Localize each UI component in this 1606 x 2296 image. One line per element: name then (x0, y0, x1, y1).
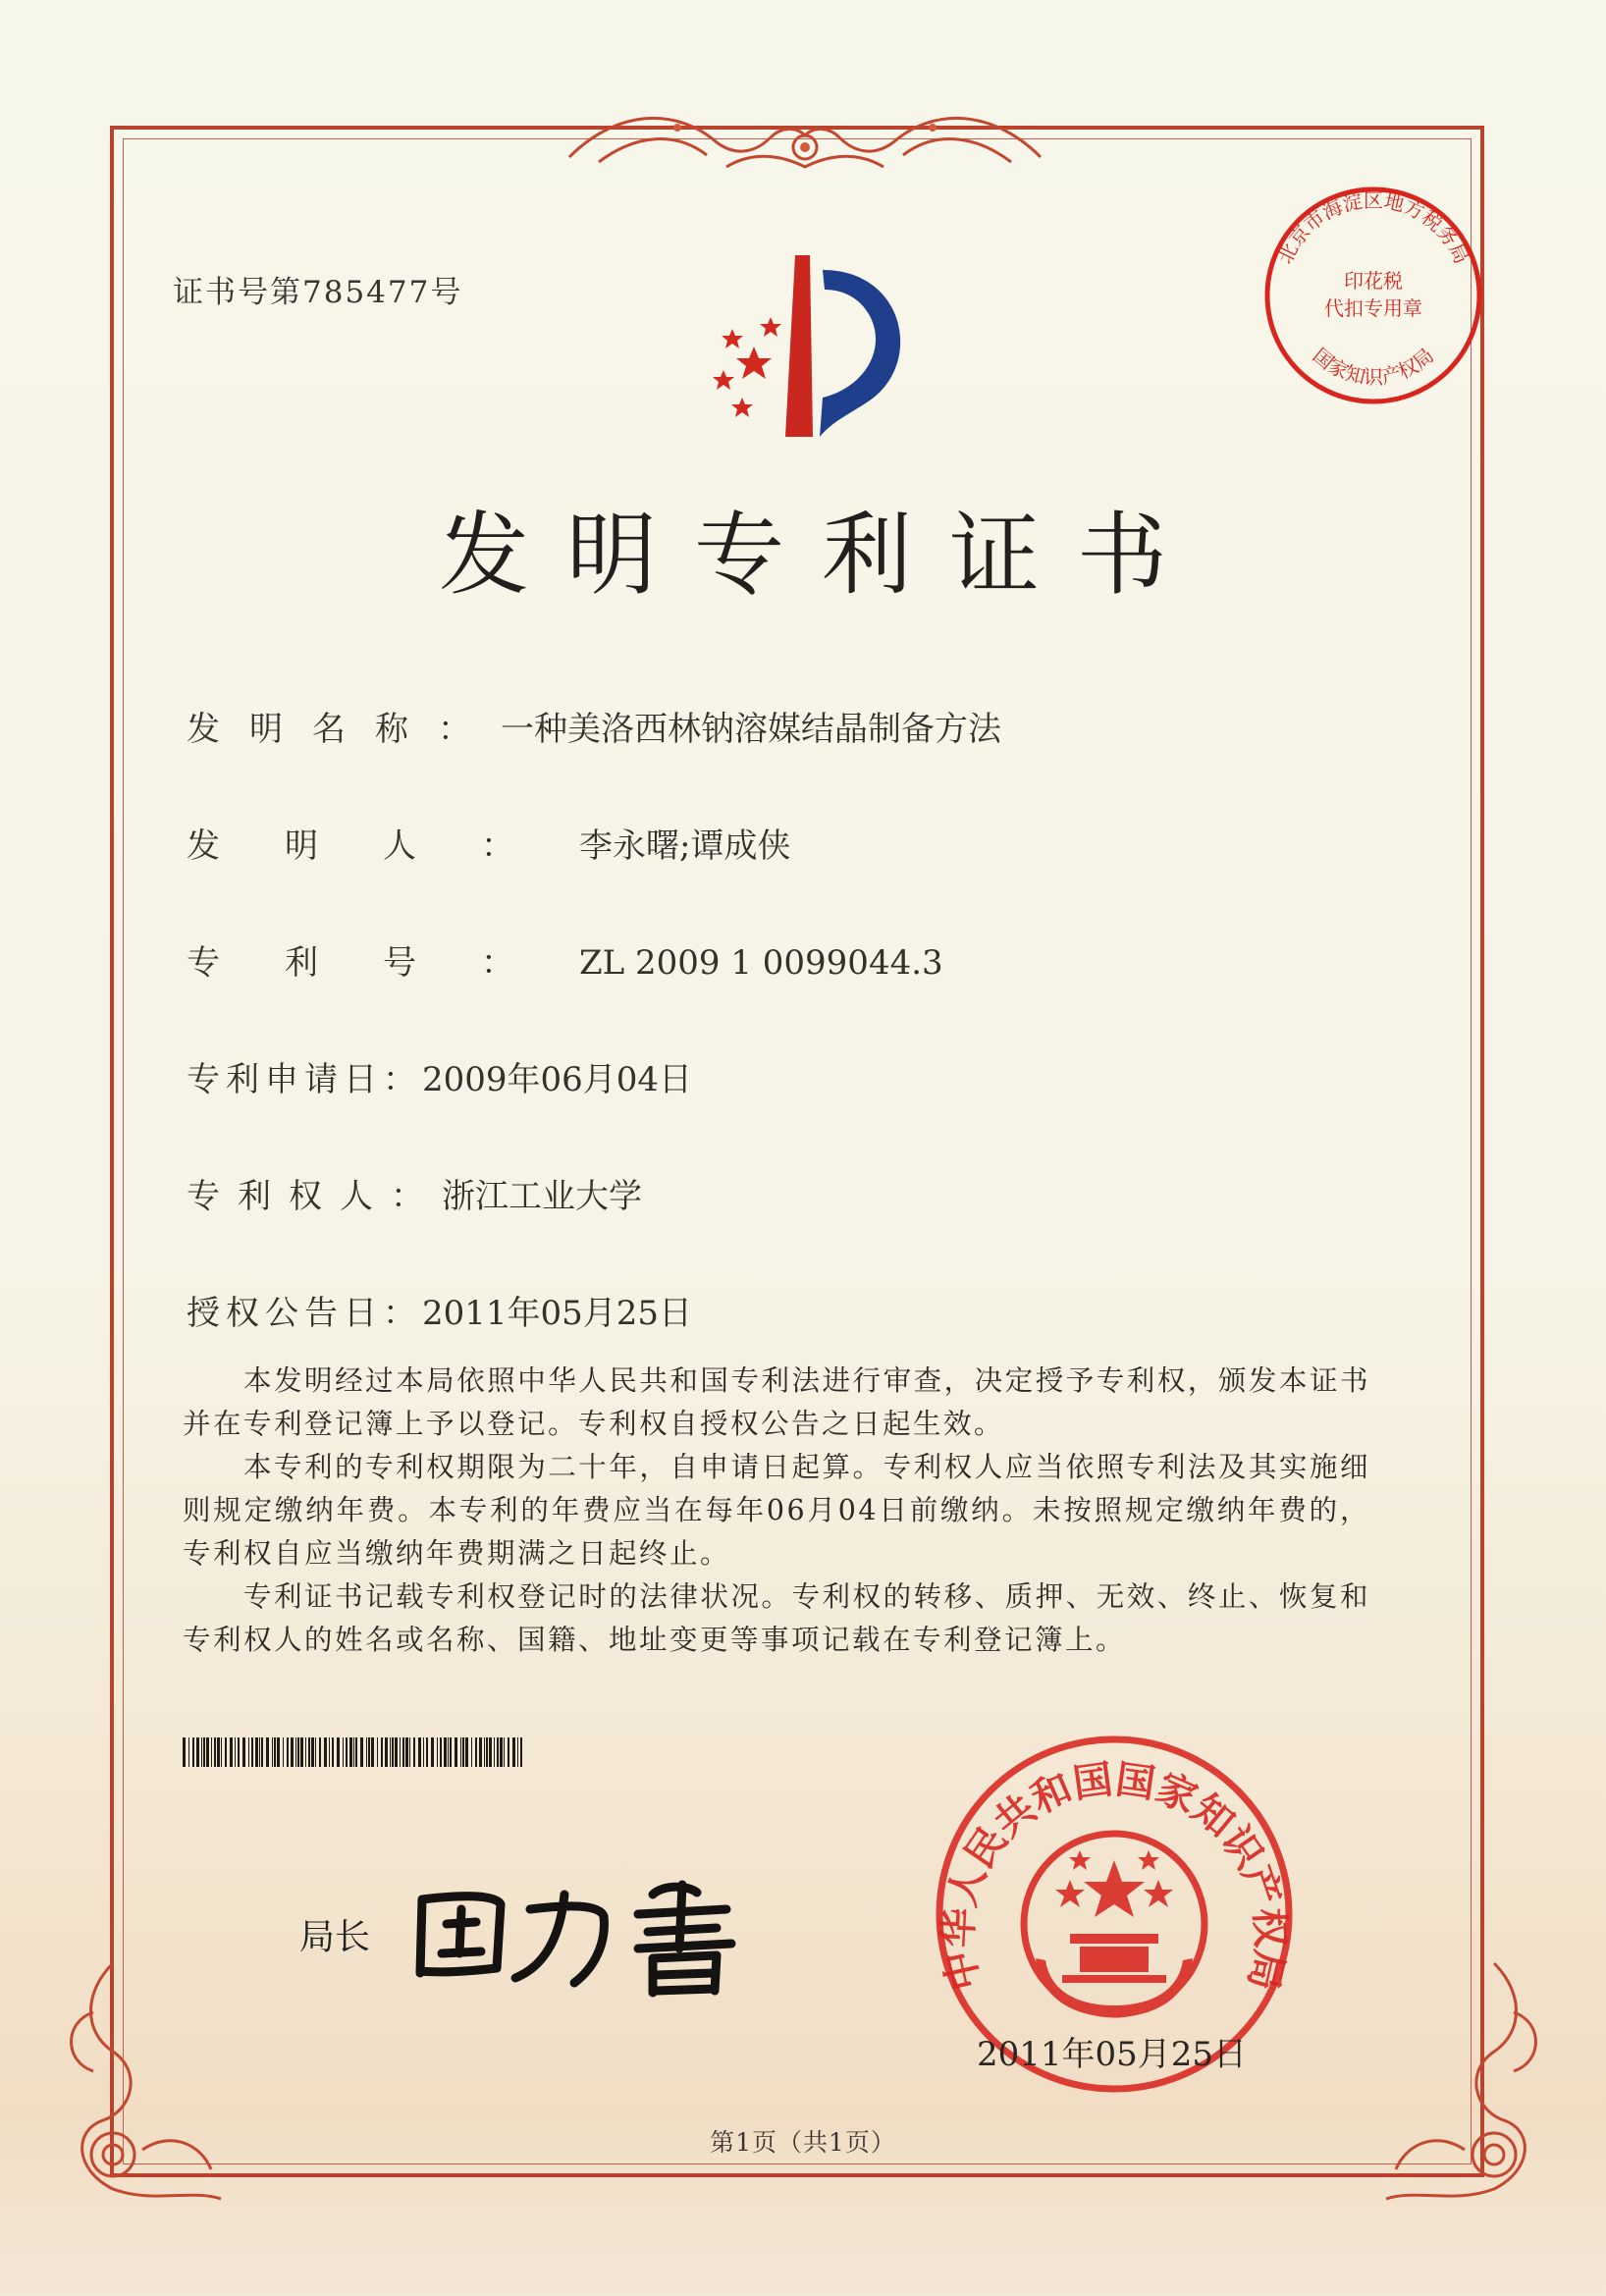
field-patentee (187, 1169, 642, 1217)
field-invention-name (187, 702, 1001, 750)
field-application-date (187, 1052, 692, 1100)
page-title: 发明专利证书 (438, 503, 1204, 608)
national-emblem-icon (1024, 1834, 1204, 2017)
grant-date-label: 授权公告日： (187, 1294, 422, 1333)
director-label: 局长 (299, 1917, 371, 1957)
bottom-right-ornament (1366, 1953, 1553, 2218)
seal-text: 中华人民共和国国家知识产权局 (936, 1757, 1293, 1995)
field-patent-number (187, 935, 943, 984)
top-ornament (560, 98, 1050, 182)
tax-stamp-bottom-text: 国家知识产权局 (1308, 343, 1439, 389)
invention-name-label: 发明名称： (187, 710, 501, 749)
application-date-label: 专利申请日： (187, 1060, 422, 1099)
page-footer: 第1页（共1页） (710, 2128, 896, 2157)
issue-date: 2011年05月25日 (977, 2035, 1248, 2074)
body-paragraph-1: 本发明经过本局依照中华人民共和国专利法进行审查，决定授予专利权，颁发本证书并在专利登记簿上予以登记。专利权自授权公告之日起生效。 (183, 1364, 1370, 1440)
field-inventors (187, 819, 790, 867)
application-date-value: 2009年06月04日 (422, 1060, 693, 1099)
body-paragraph-3: 专利证书记载专利权登记时的法律状况。专利权的转移、质押、无效、终止、恢复和专利权人的姓名或名称、国籍、地址变更等事项记载在专利登记簿上。 (183, 1580, 1370, 1656)
barcode (183, 1737, 526, 1767)
patent-number-value: ZL 2009 1 0099044.3 (579, 943, 943, 983)
invention-name-value: 一种美洛西林钠溶媒结晶制备方法 (501, 710, 1001, 749)
certificate-number: 证书号第785477号 (173, 275, 463, 310)
tax-stamp (1259, 182, 1487, 409)
patentee-label: 专利权人： (187, 1177, 442, 1216)
tax-stamp-center2: 代扣专用章 (1324, 296, 1422, 320)
svg-text:北京市海淀区地方税务局 (1273, 188, 1473, 267)
patent-number-label: 专利号： (187, 943, 579, 983)
inventors-label: 发明人： (187, 827, 579, 866)
tax-stamp-center: 印花税 (1344, 269, 1403, 293)
grant-date-value: 2011年05月25日 (422, 1294, 693, 1333)
svg-text:国家知识产权局 (1309, 344, 1438, 389)
certificate-body (183, 1360, 1370, 1662)
director-signature (402, 1855, 756, 2002)
body-paragraph-2: 本专利的专利权期限为二十年，自申请日起算。专利权人应当依照专利法及其实施细则规定缴纳年费。本专利的年费应当在每年06月04日前缴纳。未按照规定缴纳年费的，专利权自应当缴纳年费期满之日起终止。 (183, 1451, 1370, 1570)
tax-stamp-arc-text: 北京市海淀区地方税务局 (1272, 188, 1474, 268)
field-grant-date (187, 1286, 692, 1334)
inventors-value: 李永曙;谭成侠 (579, 827, 791, 866)
patentee-value: 浙江工业大学 (442, 1177, 642, 1216)
patent-office-logo-icon (677, 250, 942, 447)
bottom-left-ornament (54, 1953, 241, 2218)
